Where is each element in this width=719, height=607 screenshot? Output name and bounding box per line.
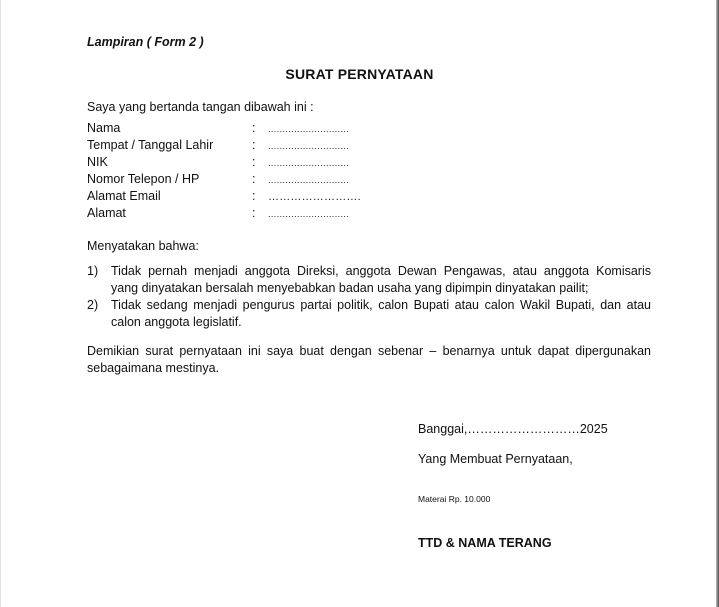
field-label: NIK (87, 155, 108, 169)
item-text-line: Tidak pernah menjadi anggota Direksi, anggota Dewan Pengawas, atau anggota Komisaris (111, 264, 651, 278)
item-text-line: Tidak sedang menjadi pengurus partai politik, calon Bupati atau calon Wakil Bupati, dan atau (111, 298, 651, 312)
field-label: Tempat / Tanggal Lahir (87, 138, 214, 152)
item-text-line: calon anggota legislatif. (111, 314, 242, 329)
closing-line: Demikian surat pernyataan ini saya buat dengan sebenar – benarnya untuk dapat dipergunakan (87, 344, 651, 358)
field-tempat-tanggal-lahir (87, 138, 387, 155)
field-dotted-blank: ............................ (268, 209, 350, 219)
field-label: Alamat Email (87, 189, 161, 203)
field-nik (87, 155, 387, 172)
field-label: Nomor Telepon / HP (87, 172, 200, 186)
closing-paragraph (87, 343, 651, 376)
signature-maker-label: Yang Membuat Pernyataan, (418, 452, 573, 466)
item-text (111, 263, 651, 296)
stamp-duty-note: Materai Rp. 10.000 (418, 494, 491, 504)
document-title: SURAT PERNYATAAN (285, 66, 434, 82)
item-number: 2) (87, 298, 99, 312)
field-dotted-blank: ............................ (268, 158, 350, 168)
field-label: Nama (87, 121, 121, 135)
declaration-heading: Menyatakan bahwa: (87, 239, 199, 253)
field-nama (87, 121, 387, 138)
field-dotted-blank: ............................ (268, 175, 350, 185)
item-text (111, 297, 651, 330)
field-dotted-blank: ……………………. (268, 191, 361, 203)
attachment-label: Lampiran ( Form 2 ) (87, 35, 204, 49)
field-colon: : (252, 121, 256, 135)
item-number: 1) (87, 264, 99, 278)
field-alamat (87, 206, 387, 223)
field-colon: : (252, 206, 256, 220)
field-dotted-blank: ............................ (268, 124, 350, 134)
field-colon: : (252, 138, 256, 152)
closing-line: sebagaimana mestinya. (87, 360, 220, 375)
field-colon: : (252, 172, 256, 186)
signature-name-label: TTD & NAMA TERANG (418, 536, 552, 550)
item-text-line: yang dinyatakan bersalah menyebabkan badan usaha yang dipimpin dinyatakan pailit; (111, 280, 589, 295)
field-colon: : (252, 155, 256, 169)
field-alamat-email (87, 189, 387, 206)
intro-text: Saya yang bertanda tangan dibawah ini : (87, 100, 314, 114)
field-nomor-telepon (87, 172, 387, 189)
page-left-edge (0, 0, 1, 607)
field-dotted-blank: ............................ (268, 141, 350, 151)
signature-place-date: Banggai,………………………2025 (418, 422, 608, 436)
field-label: Alamat (87, 206, 126, 220)
field-colon: : (252, 189, 256, 203)
